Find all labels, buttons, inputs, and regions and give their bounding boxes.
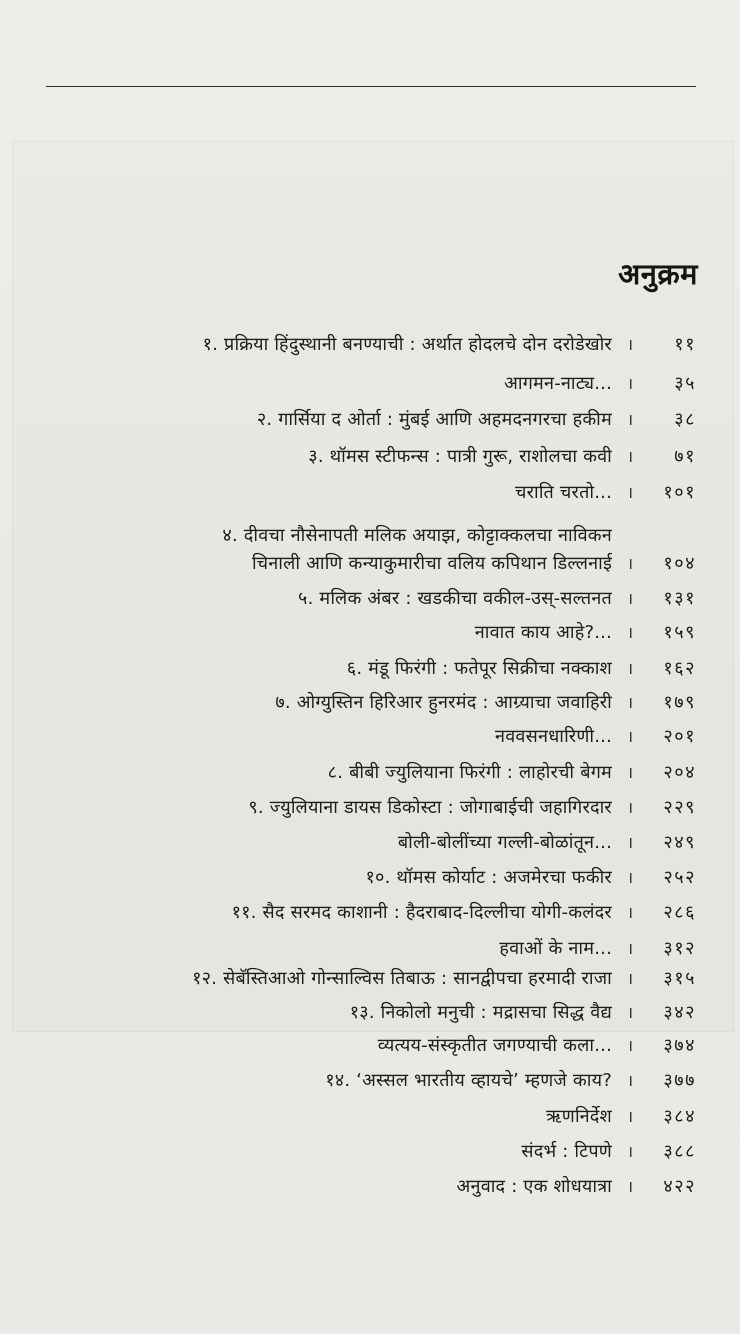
toc-page-number: ७१	[674, 446, 696, 467]
toc-page-number: ३७४	[663, 1035, 696, 1056]
toc-separator: ।	[626, 589, 634, 608]
toc-entry	[203, 330, 696, 360]
toc-page-number: १५९	[663, 622, 696, 643]
toc-separator: ।	[626, 1142, 634, 1161]
toc-separator: ।	[626, 447, 634, 466]
toc-entry	[328, 758, 696, 788]
toc-entry	[192, 964, 696, 994]
toc-page-number: ४२२	[663, 1176, 696, 1197]
toc-entry	[325, 1066, 696, 1096]
toc-entry	[232, 898, 696, 928]
toc-entry	[252, 549, 696, 579]
toc-page-number: २०१	[663, 726, 696, 747]
toc-entry	[257, 405, 696, 435]
toc-entry-title: बोली-बोलींच्या गल्ली-बोळांतून...	[397, 832, 612, 853]
toc-separator: ।	[626, 335, 634, 354]
toc-page-number: २०४	[663, 762, 696, 783]
toc-separator: ।	[626, 939, 634, 958]
top-rule	[46, 86, 696, 87]
toc-entry-title: नावात काय आहे?...	[474, 622, 612, 643]
toc-separator: ।	[626, 903, 634, 922]
toc-page-number: ३५	[674, 373, 696, 394]
toc-entry	[515, 478, 696, 508]
toc-entry-title: आगमन-नाट्य...	[504, 373, 612, 394]
toc-entry-title: २. गार्सिया द ओर्ता : मुंबई आणि अहमदनगरचा हकीम	[256, 409, 612, 430]
toc-page-number: २५२	[663, 867, 696, 888]
toc-entry	[457, 1172, 696, 1202]
toc-page-number: ११	[674, 334, 696, 355]
toc-page-number: ३७७	[663, 1070, 696, 1091]
toc-separator: ।	[626, 693, 634, 712]
toc-separator: ।	[626, 763, 634, 782]
toc-separator: ।	[626, 623, 634, 642]
toc-entry-title: १०. थॉमस कोर्याट : अजमेरचा फकीर	[365, 867, 612, 888]
toc-page-number: १०१	[663, 482, 696, 503]
toc-entry	[378, 1031, 696, 1061]
toc-separator: ।	[626, 1071, 634, 1090]
toc-entry	[504, 369, 696, 399]
toc-page-number: ३१२	[663, 938, 696, 959]
toc-entry-title: ११. सैद सरमद काशानी : हैदराबाद-दिल्लीचा योगी-कलंदर	[231, 902, 612, 923]
toc-entry	[475, 618, 696, 648]
toc-page-number: १०४	[663, 553, 696, 574]
toc-entry	[350, 998, 696, 1028]
toc-entry	[495, 722, 696, 752]
toc-separator: ।	[626, 798, 634, 817]
toc-entry-title-line1: ४. दीवचा नौसेनापती मलिक अयाझ, कोट्टाक्कलचा नाविकन	[222, 525, 612, 546]
toc-entry	[275, 688, 696, 718]
toc-page-number: १६२	[663, 658, 696, 679]
toc-page-number: २४९	[663, 832, 696, 853]
toc-entry-title: ६. मंडू फिरंगी : फतेपूर सिक्रीचा नक्काश	[346, 658, 612, 679]
toc-entry	[298, 584, 696, 614]
toc-entry-title: १३. निकोलो मनुची : मद्रासचा सिद्ध वैद्य	[349, 1002, 612, 1023]
toc-separator: ।	[626, 1177, 634, 1196]
toc-separator: ।	[626, 659, 634, 678]
toc-entry	[499, 934, 696, 964]
toc-entry	[248, 793, 696, 823]
toc-entry-title: चिनाली आणि कन्याकुमारीचा वलिय कपिथान डिल्लनाई	[252, 553, 612, 574]
toc-page-number: २२९	[663, 797, 696, 818]
toc-entry-title: ऋणनिर्देश	[546, 1106, 612, 1127]
toc-separator: ।	[626, 833, 634, 852]
toc-page-number: ३८	[674, 409, 696, 430]
toc-separator: ।	[626, 1107, 634, 1126]
toc-entry-title: १. प्रक्रिया हिंदुस्थानी बनण्याची : अर्थात होदलचे दोन दरोडेखोर	[202, 334, 612, 355]
toc-entry-title: ७. ओग्युस्तिन हिरिआर हुनरमंद : आग्र्याचा जवाहिरी	[275, 692, 612, 713]
toc-entry	[365, 863, 696, 893]
toc-separator: ।	[626, 1036, 634, 1055]
toc-entry-title: ८. बीबी ज्युलियाना फिरंगी : लाहोरची बेगम	[327, 762, 612, 783]
toc-separator: ।	[626, 1003, 634, 1022]
toc-entry	[398, 828, 696, 858]
toc-page-number: ३८८	[663, 1141, 696, 1162]
toc-separator: ।	[626, 483, 634, 502]
toc-separator: ।	[626, 969, 634, 988]
toc-page-number: १७९	[663, 692, 696, 713]
toc-separator: ।	[626, 374, 634, 393]
toc-page-number: १३१	[663, 588, 696, 609]
toc-heading: अनुक्रम	[618, 257, 698, 291]
toc-entry-title: १४. ‘अस्सल भारतीय व्हायचे’ म्हणजे काय?	[325, 1070, 612, 1091]
toc-separator: ।	[626, 554, 634, 573]
toc-entry-title: चराति चरतो...	[515, 482, 612, 503]
toc-entry-title: नववसनधारिणी...	[495, 726, 612, 747]
toc-page-number: २८६	[663, 902, 696, 923]
toc-entry-title: ९. ज्युलियाना डायस डिकोस्टा : जोगाबाईची जहागिरदार	[248, 797, 612, 818]
toc-entry	[347, 654, 696, 684]
toc-entry-title: हवाओं के नाम...	[499, 938, 612, 959]
toc-entry-title: अनुवाद : एक शोधयात्रा	[456, 1176, 612, 1197]
toc-page-number: ३१५	[663, 968, 696, 989]
toc-entry	[308, 442, 696, 472]
toc-entry-title: व्यत्यय-संस्कृतीत जगण्याची कला...	[377, 1035, 612, 1056]
toc-entry-title: संदर्भ : टिपणे	[521, 1141, 612, 1162]
toc-entry	[521, 1137, 696, 1167]
toc-entry-title: ३. थॉमस स्टीफन्स : पात्री गुरू, राशोलचा कवी	[308, 446, 612, 467]
toc-entry	[546, 1102, 696, 1132]
toc-separator: ।	[626, 727, 634, 746]
toc-page-number: ३८४	[663, 1106, 696, 1127]
toc-entry-title: ५. मलिक अंबर : खडकीचा वकील-उस्-सल्तनत	[298, 588, 612, 609]
toc-page-number: ३४२	[663, 1002, 696, 1023]
toc-entry-title: १२. सेबॅस्तिआओ गोन्साल्विस तिबाऊ : सानद्वीपचा हरमादी राजा	[192, 968, 612, 989]
toc-separator: ।	[626, 410, 634, 429]
toc-separator: ।	[626, 868, 634, 887]
